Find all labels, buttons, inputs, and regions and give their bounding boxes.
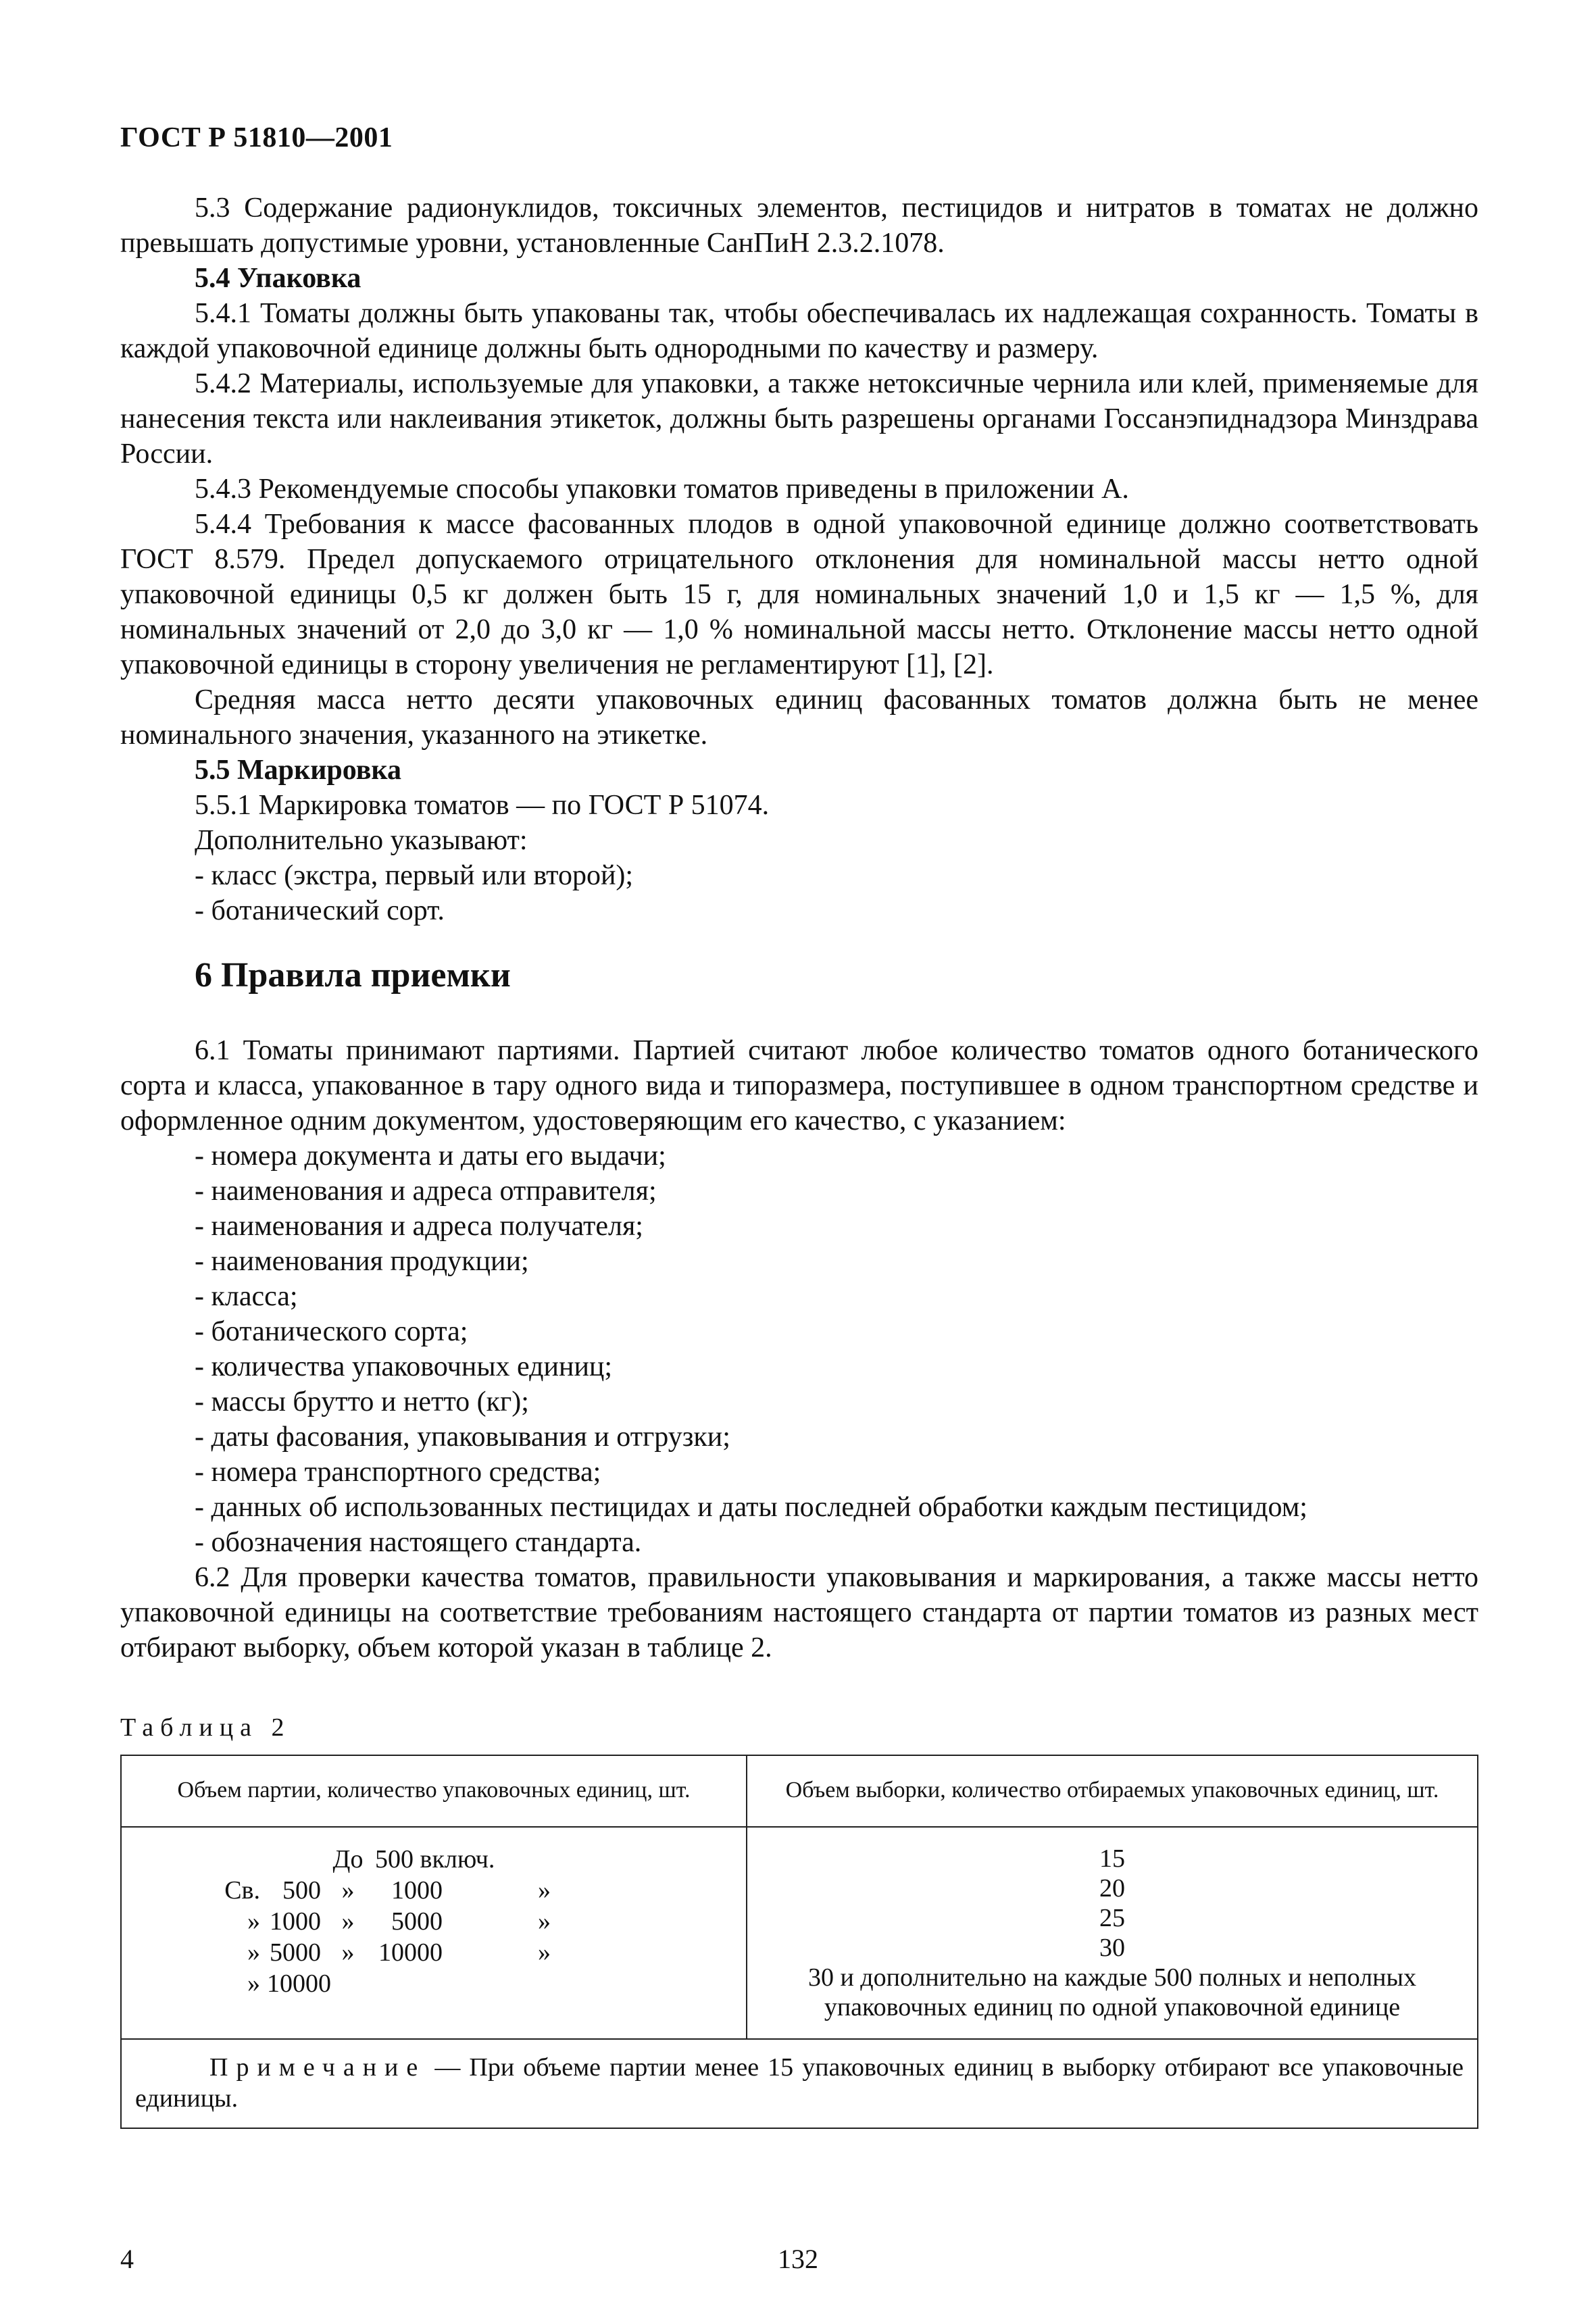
range-row — [122, 1844, 746, 1875]
paragraph-5-4-4: 5.4.4 Требования к массе фасованных плодов в одной упаковочной единице должно соответствовать ГОСТ 8.579. Предел допускаемого отрицательного отклонения для номинальной массы нетто одной упаковочной единицы 0,5 кг должен быть 15 г, для номинальных значений 1,0 и 1,5 кг — 1,5 %, для номинальных значений от 2,0 до 3,0 кг — 1,0 % номинальной массы нетто. Отклонение массы нетто одной упаковочной единицы в сторону увеличения не регламентируют [1], [2]. — [120, 509, 1478, 680]
paragraph-5-4-2: 5.4.2 Материалы, используемые для упаковки, а также нетоксичные чернила или клей, применяемые для нанесения текста или наклеивания этикеток, должны быть разрешены органами Госсанэпиднадзора Минздрава России. — [120, 368, 1478, 470]
paragraph-5-4-3: 5.4.3 Рекомендуемые способы упаковки томатов приведены в приложении А. — [195, 474, 1129, 505]
range-value: 500 включ. — [375, 1845, 495, 1873]
table-row — [121, 1827, 1478, 2039]
range-row — [122, 1906, 746, 1937]
table-caption: Таблица 2 — [120, 1713, 291, 1742]
sample-value: 30 и дополнительно на каждые 500 полных и неполных упаковочных единиц по одной упаковочной единице — [807, 1963, 1417, 2021]
range-from: 5000 — [270, 1938, 321, 1967]
paragraph-5-4-1: 5.4.1 Томаты должны быть упакованы так, чтобы обеспечивалась их надлежащая сохранность. Томаты в каждой упаковочной единице должны быть однородными по качеству и размеру. — [120, 298, 1478, 364]
note-text: — При объеме партии менее 15 упаковочных единиц в выборку отбирают все упаковочные единицы. — [135, 2053, 1464, 2113]
list-item: - даты фасования, упаковывания и отгрузки; — [195, 1422, 730, 1453]
range-row — [122, 1875, 746, 1906]
range-prefix: » — [247, 1969, 260, 1998]
note-label: Примечание — [209, 2053, 426, 2082]
sample-size-cell — [747, 1827, 1478, 2039]
range-to: 1000 — [391, 1876, 443, 1905]
list-item: - номера транспортного средства; — [195, 1457, 601, 1488]
list-item: - количества упаковочных единиц; — [195, 1351, 613, 1382]
sample-value: 20 — [1099, 1874, 1125, 1903]
list-item: - данных об использованных пестицидах и даты последней обработки каждым пестицидом; — [195, 1492, 1307, 1523]
lot-size-cell — [121, 1827, 747, 2039]
range-ditto: » — [341, 1876, 355, 1905]
list-item: - наименования и адреса отправителя; — [195, 1176, 657, 1207]
subheading-5-5: 5.5 Маркировка — [195, 755, 401, 786]
paragraph-6-1: 6.1 Томаты принимают партиями. Партией считают любое количество томатов одного ботанического сорта и класса, упакованное в тару одного вида и типоразмера, поступившее в одном транспортном средстве и оформленное одним документом, удостоверяющим его качество, с указанием: — [120, 1035, 1478, 1136]
list-item: - обозначения настоящего стандарта. — [195, 1527, 642, 1558]
table-note-row — [121, 2039, 1478, 2128]
paragraph-5-3: 5.3 Содержание радионуклидов, токсичных элементов, пестицидов и нитратов в томатах не должно превышать допустимые уровни, установленные СанПиН 2.3.2.1078. — [120, 193, 1478, 259]
subheading-5-4: 5.4 Упаковка — [195, 263, 361, 294]
sample-value: 15 — [1099, 1844, 1125, 1873]
document-header: ГОСТ Р 51810—2001 — [120, 122, 393, 153]
range-ditto: » — [538, 1938, 551, 1967]
range-to: 5000 — [391, 1907, 443, 1936]
section-6-title: 6 Правила приемки — [195, 956, 511, 995]
sample-size-table — [120, 1755, 1478, 2129]
list-item: - массы брутто и нетто (кг); — [195, 1386, 529, 1417]
range-prefix: Св. — [224, 1876, 260, 1905]
list-item: - ботанический сорт. — [195, 895, 445, 926]
center-page-number: 132 — [778, 2244, 818, 2274]
list-item: - наименования продукции; — [195, 1246, 529, 1277]
list-item: - класс (экстра, первый или второй); — [195, 860, 634, 891]
range-prefix: » — [247, 1907, 260, 1936]
table-note — [121, 2039, 1478, 2128]
paragraph-5-5-1: 5.5.1 Маркировка томатов — по ГОСТ Р 51074. — [195, 790, 770, 821]
paragraph-5-4-4-continued: Средняя масса нетто десяти упаковочных единиц фасованных томатов должна быть не менее номинального значения, указанного на этикетке. — [120, 684, 1478, 751]
list-item: - номера документа и даты его выдачи; — [195, 1140, 666, 1172]
range-row — [122, 1968, 746, 1999]
range-ditto: » — [341, 1907, 355, 1936]
table-header-lot-size: Объем партии, количество упаковочных единиц, шт. — [121, 1755, 747, 1827]
paragraph-6-2: 6.2 Для проверки качества томатов, правильности упаковывания и маркирования, а также массы нетто упаковочной единицы на соответствие требованиям настоящего стандарта от партии томатов из разных мест отбирают выборку, объем которой указан в таблице 2. — [120, 1562, 1478, 1663]
range-from: 10000 — [267, 1969, 331, 1998]
range-prefix: » — [247, 1938, 260, 1967]
range-ditto: » — [341, 1938, 355, 1967]
range-word: До — [332, 1845, 364, 1873]
table-header-row — [121, 1755, 1478, 1827]
document-page — [120, 122, 1478, 2129]
table-header-sample-size: Объем выборки, количество отбираемых упаковочных единиц, шт. — [747, 1755, 1478, 1827]
sample-value: 30 — [1099, 1934, 1125, 1962]
page-number: 4 — [120, 2244, 134, 2274]
range-to: 10000 — [378, 1938, 443, 1967]
range-from: 500 — [282, 1876, 321, 1905]
range-from: 1000 — [270, 1907, 321, 1936]
range-ditto: » — [538, 1876, 551, 1905]
paragraph-5-5-1-additional: Дополнительно указывают: — [195, 825, 528, 856]
sample-value: 25 — [1099, 1904, 1125, 1932]
list-item: - класса; — [195, 1281, 298, 1312]
list-item: - наименования и адреса получателя; — [195, 1211, 643, 1242]
range-row — [122, 1937, 746, 1968]
range-ditto: » — [538, 1907, 551, 1936]
list-item: - ботанического сорта; — [195, 1316, 468, 1347]
